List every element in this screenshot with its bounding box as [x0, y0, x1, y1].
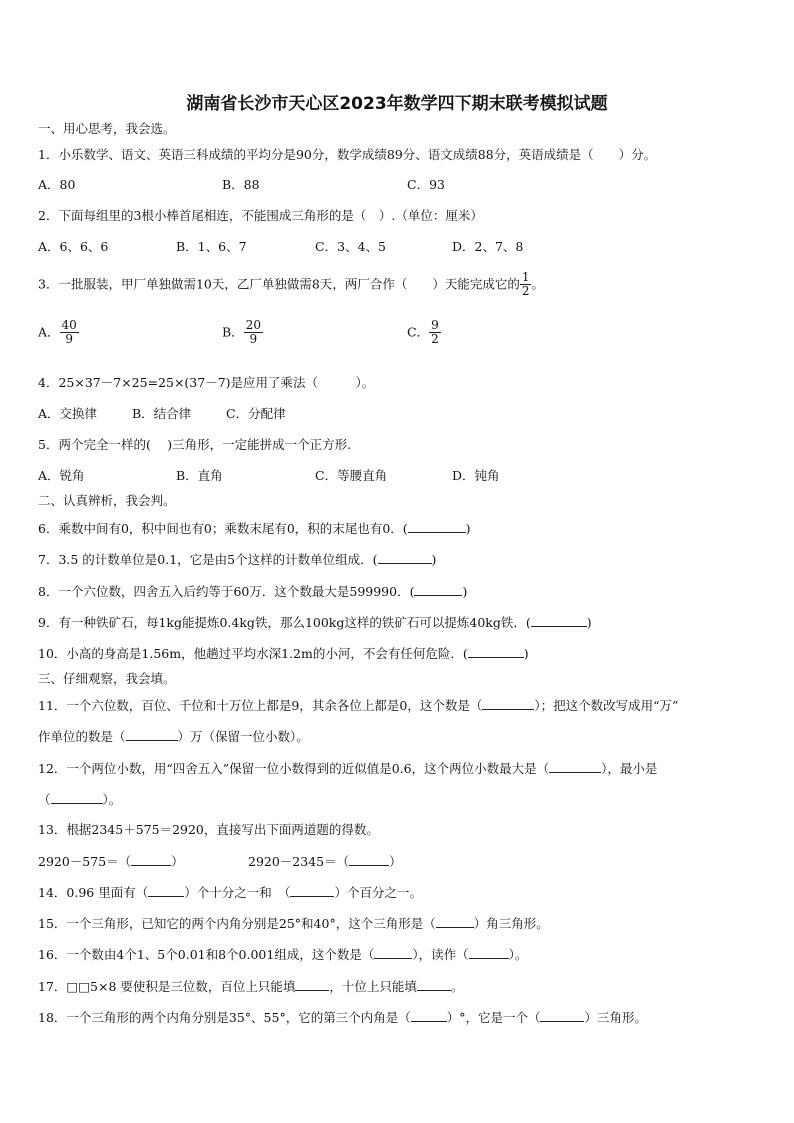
q4-option-c: C．分配律: [226, 406, 286, 421]
q5-option-c: C．等腰直角: [315, 468, 388, 483]
q8-text: 8．一个六位数，四舍五入后约等于60万．这个数最大是599990．(: [38, 584, 415, 599]
answer-blank: [417, 978, 451, 991]
question-18: [38, 1009, 647, 1026]
q3-option-c-label: C．: [407, 324, 430, 340]
q3-option-c-fraction: [429, 319, 441, 346]
q13-equation-1-end: ）: [171, 854, 184, 869]
section-heading-3: 三、仔细观察，我会填。: [38, 671, 176, 686]
q6-end: ): [465, 521, 471, 536]
q14-text-1: 14．0.96 里面有（: [38, 885, 149, 900]
question-12-line-1: [38, 760, 657, 777]
q4-option-b: B．结合律: [132, 406, 192, 421]
question-4: 4．25×37－7×25=25×(37－7)是应用了乘法（ ）。: [38, 375, 375, 390]
q2-option-a: A．6、6、6: [38, 239, 109, 254]
q3-text: 3．一批服装，甲厂单独做需10天，乙厂单独做需8天，两厂合作（ ）天能完成它的: [38, 276, 520, 292]
answer-blank: [436, 915, 474, 928]
answer-blank: [549, 760, 601, 773]
q16-text-3: ）。: [508, 947, 528, 962]
q12-text-2: ），最小是: [601, 761, 658, 776]
answer-blank: [411, 1009, 447, 1022]
q4-option-a: A．交换律: [38, 406, 98, 421]
q14-text-3: ）个百分之一。: [334, 885, 422, 900]
q3-option-b-denominator: 9: [249, 332, 258, 346]
answer-blank: [51, 791, 103, 804]
q5-option-d: D．钝角: [452, 468, 500, 483]
page-title: 湖南省长沙市天心区2023年数学四下期末联考模拟试题: [186, 94, 608, 114]
q5-option-b: B．直角: [176, 468, 223, 483]
question-16: [38, 946, 527, 963]
q3-option-a-fraction: [60, 319, 79, 346]
q13-equation-1: [38, 853, 184, 870]
q15-text-2: ）角三角形。: [473, 916, 549, 931]
q3-option-a-denominator: 9: [65, 332, 73, 346]
question-6: [38, 520, 471, 537]
q6-text: 6．乘数中间有0，积中间也有0；乘数末尾有0，积的末尾也有0．(: [38, 521, 408, 536]
question-1: 1．小乐数学、语文、英语三科成绩的平均分是90分，数学成绩89分、语文成绩88分，英语成绩是（ ）分。: [38, 147, 657, 162]
answer-blank: [414, 583, 462, 596]
q9-end: ): [586, 615, 592, 630]
q14-text-2: ）个十分之一和 （: [184, 885, 291, 900]
question-2: 2．下面每组里的3根小棒首尾相连，不能围成三角形的是（ ）.（单位：厘米）: [38, 208, 483, 223]
question-12-line-2: [38, 791, 121, 808]
answer-blank: [131, 853, 171, 866]
q17-text-1: 17．□□5×8 要使积是三位数，百位上只能填: [38, 979, 296, 994]
q16-text-1: 16．一个数由4个1、5个0.01和8个0.001组成，这个数是（: [38, 947, 375, 962]
q13-equation-1-text: 2920－575＝（: [38, 854, 132, 869]
q7-text: 7．3.5 的计数单位是0.1，它是由5个这样的计数单位组成．(: [38, 552, 378, 567]
q3-fraction-denominator: 2: [521, 284, 530, 298]
q1-option-b: B．88: [222, 177, 260, 192]
question-7: [38, 551, 436, 568]
answer-blank: [378, 551, 432, 564]
answer-blank: [531, 614, 587, 627]
q18-text-1: 18．一个三角形的两个内角分别是35°、55°，它的第三个内角是（: [38, 1010, 411, 1025]
question-11-line-1: [38, 697, 678, 714]
answer-blank: [469, 946, 509, 959]
q17-text-3: 。: [450, 979, 464, 994]
question-10: [38, 645, 529, 662]
answer-blank: [482, 697, 534, 710]
q17-text-2: ，十位上只能填: [329, 979, 417, 994]
q10-end: ): [523, 646, 529, 661]
question-8: [38, 583, 467, 600]
q11-text-4: ）万（保留一位小数）。: [177, 729, 309, 744]
q16-text-2: ），读作（: [412, 947, 469, 962]
q2-option-d: D．2、7、8: [452, 239, 524, 254]
answer-blank: [349, 853, 389, 866]
q1-option-c: C．93: [407, 177, 445, 192]
question-9: [38, 614, 592, 631]
q11-text-1: 11．一个六位数，百位、千位和十万位上都是9，其余各位上都是0，这个数是（: [38, 698, 483, 713]
q5-option-a: A．锐角: [38, 468, 85, 483]
question-17: [38, 978, 463, 995]
question-15: [38, 915, 549, 932]
q3-fraction: [520, 271, 532, 298]
q3-end: 。: [531, 276, 544, 292]
q7-end: ): [431, 552, 437, 567]
section-heading-2: 二、认真辨析，我会判。: [38, 493, 176, 508]
q8-end: ): [462, 584, 468, 599]
answer-blank: [374, 946, 412, 959]
q11-text-2: ）；把这个数改写成用“万”: [534, 698, 679, 713]
q3-option-b-numerator: 20: [245, 318, 261, 332]
question-13: 13．根据2345＋575＝2920，直接写出下面两道题的得数。: [38, 822, 379, 837]
q12-text-1: 12．一个两位小数，用“四舍五入”保留一位小数得到的近似值是0.6，这个两位小数最大是（: [38, 761, 550, 776]
q3-option-a-numerator: 40: [61, 318, 77, 332]
q11-text-3: 作单位的数是（: [38, 729, 126, 744]
q3-option-b: [222, 319, 263, 346]
q13-equation-2: [248, 853, 402, 870]
question-3: [38, 271, 544, 298]
q18-text-2: ）°，它是一个（: [446, 1010, 541, 1025]
question-5: 5．两个完全一样的( )三角形，一定能拼成一个正方形.: [38, 437, 352, 452]
q2-option-b: B．1、6、7: [176, 239, 247, 254]
q3-option-b-label: B．: [222, 324, 244, 340]
q9-text: 9．有一种铁矿石，每1kg能提炼0.4kg铁，那么100kg这样的铁矿石可以提炼40kg铁．(: [38, 615, 531, 630]
q12-text-4: ）。: [102, 792, 122, 807]
answer-blank: [126, 728, 178, 741]
q3-option-c: [407, 319, 441, 346]
q18-text-3: ）三角形。: [584, 1010, 647, 1025]
q3-option-b-fraction: [244, 319, 263, 346]
q3-option-a-label: A．: [38, 324, 60, 340]
q15-text-1: 15．一个三角形，已知它的两个内角分别是25°和40°，这个三角形是（: [38, 916, 436, 931]
answer-blank: [468, 645, 524, 658]
q2-option-c: C．3、4、5: [315, 239, 386, 254]
q3-option-c-numerator: 9: [431, 318, 439, 332]
question-14: [38, 884, 422, 901]
answer-blank: [148, 884, 184, 897]
q3-option-c-denominator: 2: [431, 332, 439, 346]
section-heading-1: 一、用心思考，我会选。: [38, 121, 176, 136]
question-11-line-2: [38, 728, 309, 745]
answer-blank: [540, 1009, 584, 1022]
q10-text: 10．小高的身高是1.56m，他趟过平均水深1.2m的小河，不会有任何危险．(: [38, 646, 468, 661]
q1-option-a: A．80: [38, 177, 76, 192]
q3-fraction-numerator: 1: [521, 270, 530, 284]
q12-text-3: （: [38, 792, 51, 807]
q3-option-a: [38, 319, 79, 346]
answer-blank: [408, 520, 466, 533]
q13-equation-2-end: ）: [389, 854, 402, 869]
answer-blank: [295, 978, 329, 991]
answer-blank: [290, 884, 334, 897]
q13-equation-2-text: 2920－2345＝（: [248, 854, 350, 869]
